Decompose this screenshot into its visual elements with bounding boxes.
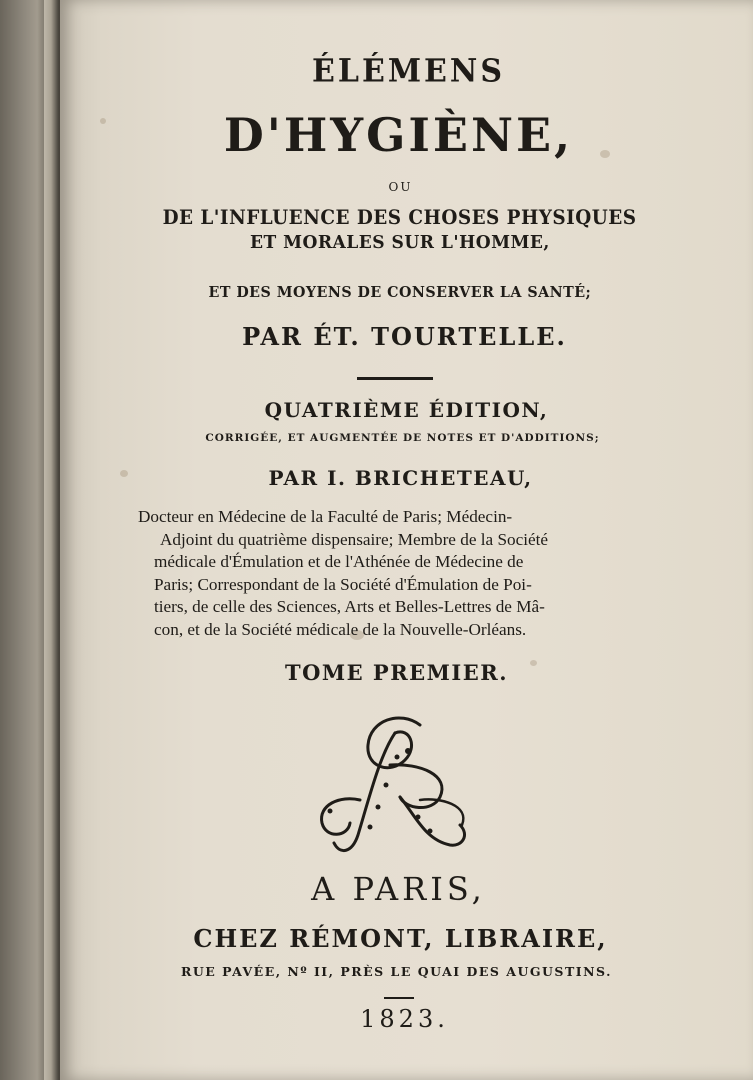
subtitle-line-2: ET MORALES SUR L'HOMME, xyxy=(249,232,550,253)
credentials-line: con, et de la Société médicale de la Nouvelle-Orléans. xyxy=(154,619,527,639)
imprint-publisher: CHEZ RÉMONT, LIBRAIRE, xyxy=(193,924,608,953)
credentials-line: Paris; Correspondant de la Société d'Émulation de Poi- xyxy=(154,574,532,594)
credentials-line: médicale d'Émulation et de l'Athénée de Médecine de xyxy=(154,552,524,571)
title-line-1: ÉLÉMENS xyxy=(312,53,505,90)
credentials-line: tiers, de celle des Sciences, Arts et Belles-Lettres de Mâ- xyxy=(154,597,545,616)
editor-credentials xyxy=(138,506,646,641)
conjunction: OU xyxy=(388,180,413,194)
credentials-line: Adjoint du quatrième dispensaire; Membre de la Société xyxy=(160,529,549,549)
edition-line: QUATRIÈME ÉDITION, xyxy=(264,398,549,422)
editor-line: PAR I. BRICHETEAU, xyxy=(268,466,533,490)
page-edge xyxy=(44,0,58,1080)
imprint-year: 1823. xyxy=(360,1005,449,1033)
imprint-city: A PARIS, xyxy=(311,870,486,908)
volume-label: TOME PREMIER. xyxy=(284,660,509,685)
edition-note: CORRIGÉE, ET AUGMENTÉE DE NOTES ET D'ADDITIONS; xyxy=(205,432,600,444)
credentials-line: Docteur en Médecine de la Faculté de Paris; Médecin- xyxy=(138,507,513,526)
imprint-rule xyxy=(384,997,414,999)
subtitle-line-1: DE L'INFLUENCE DES CHOSES PHYSIQUES xyxy=(162,205,637,229)
divider-rule xyxy=(357,377,433,380)
subtitle-line-3: ET DES MOYENS DE CONSERVER LA SANTÉ; xyxy=(208,283,592,301)
monogram-icon xyxy=(300,705,480,865)
imprint-address: RUE PAVÉE, Nº II, PRÈS LE QUAI DES AUGUSTINS. xyxy=(181,964,612,979)
author-line: PAR ÉT. TOURTELLE. xyxy=(242,322,567,351)
title-line-2: D'HYGIÈNE, xyxy=(223,108,574,162)
